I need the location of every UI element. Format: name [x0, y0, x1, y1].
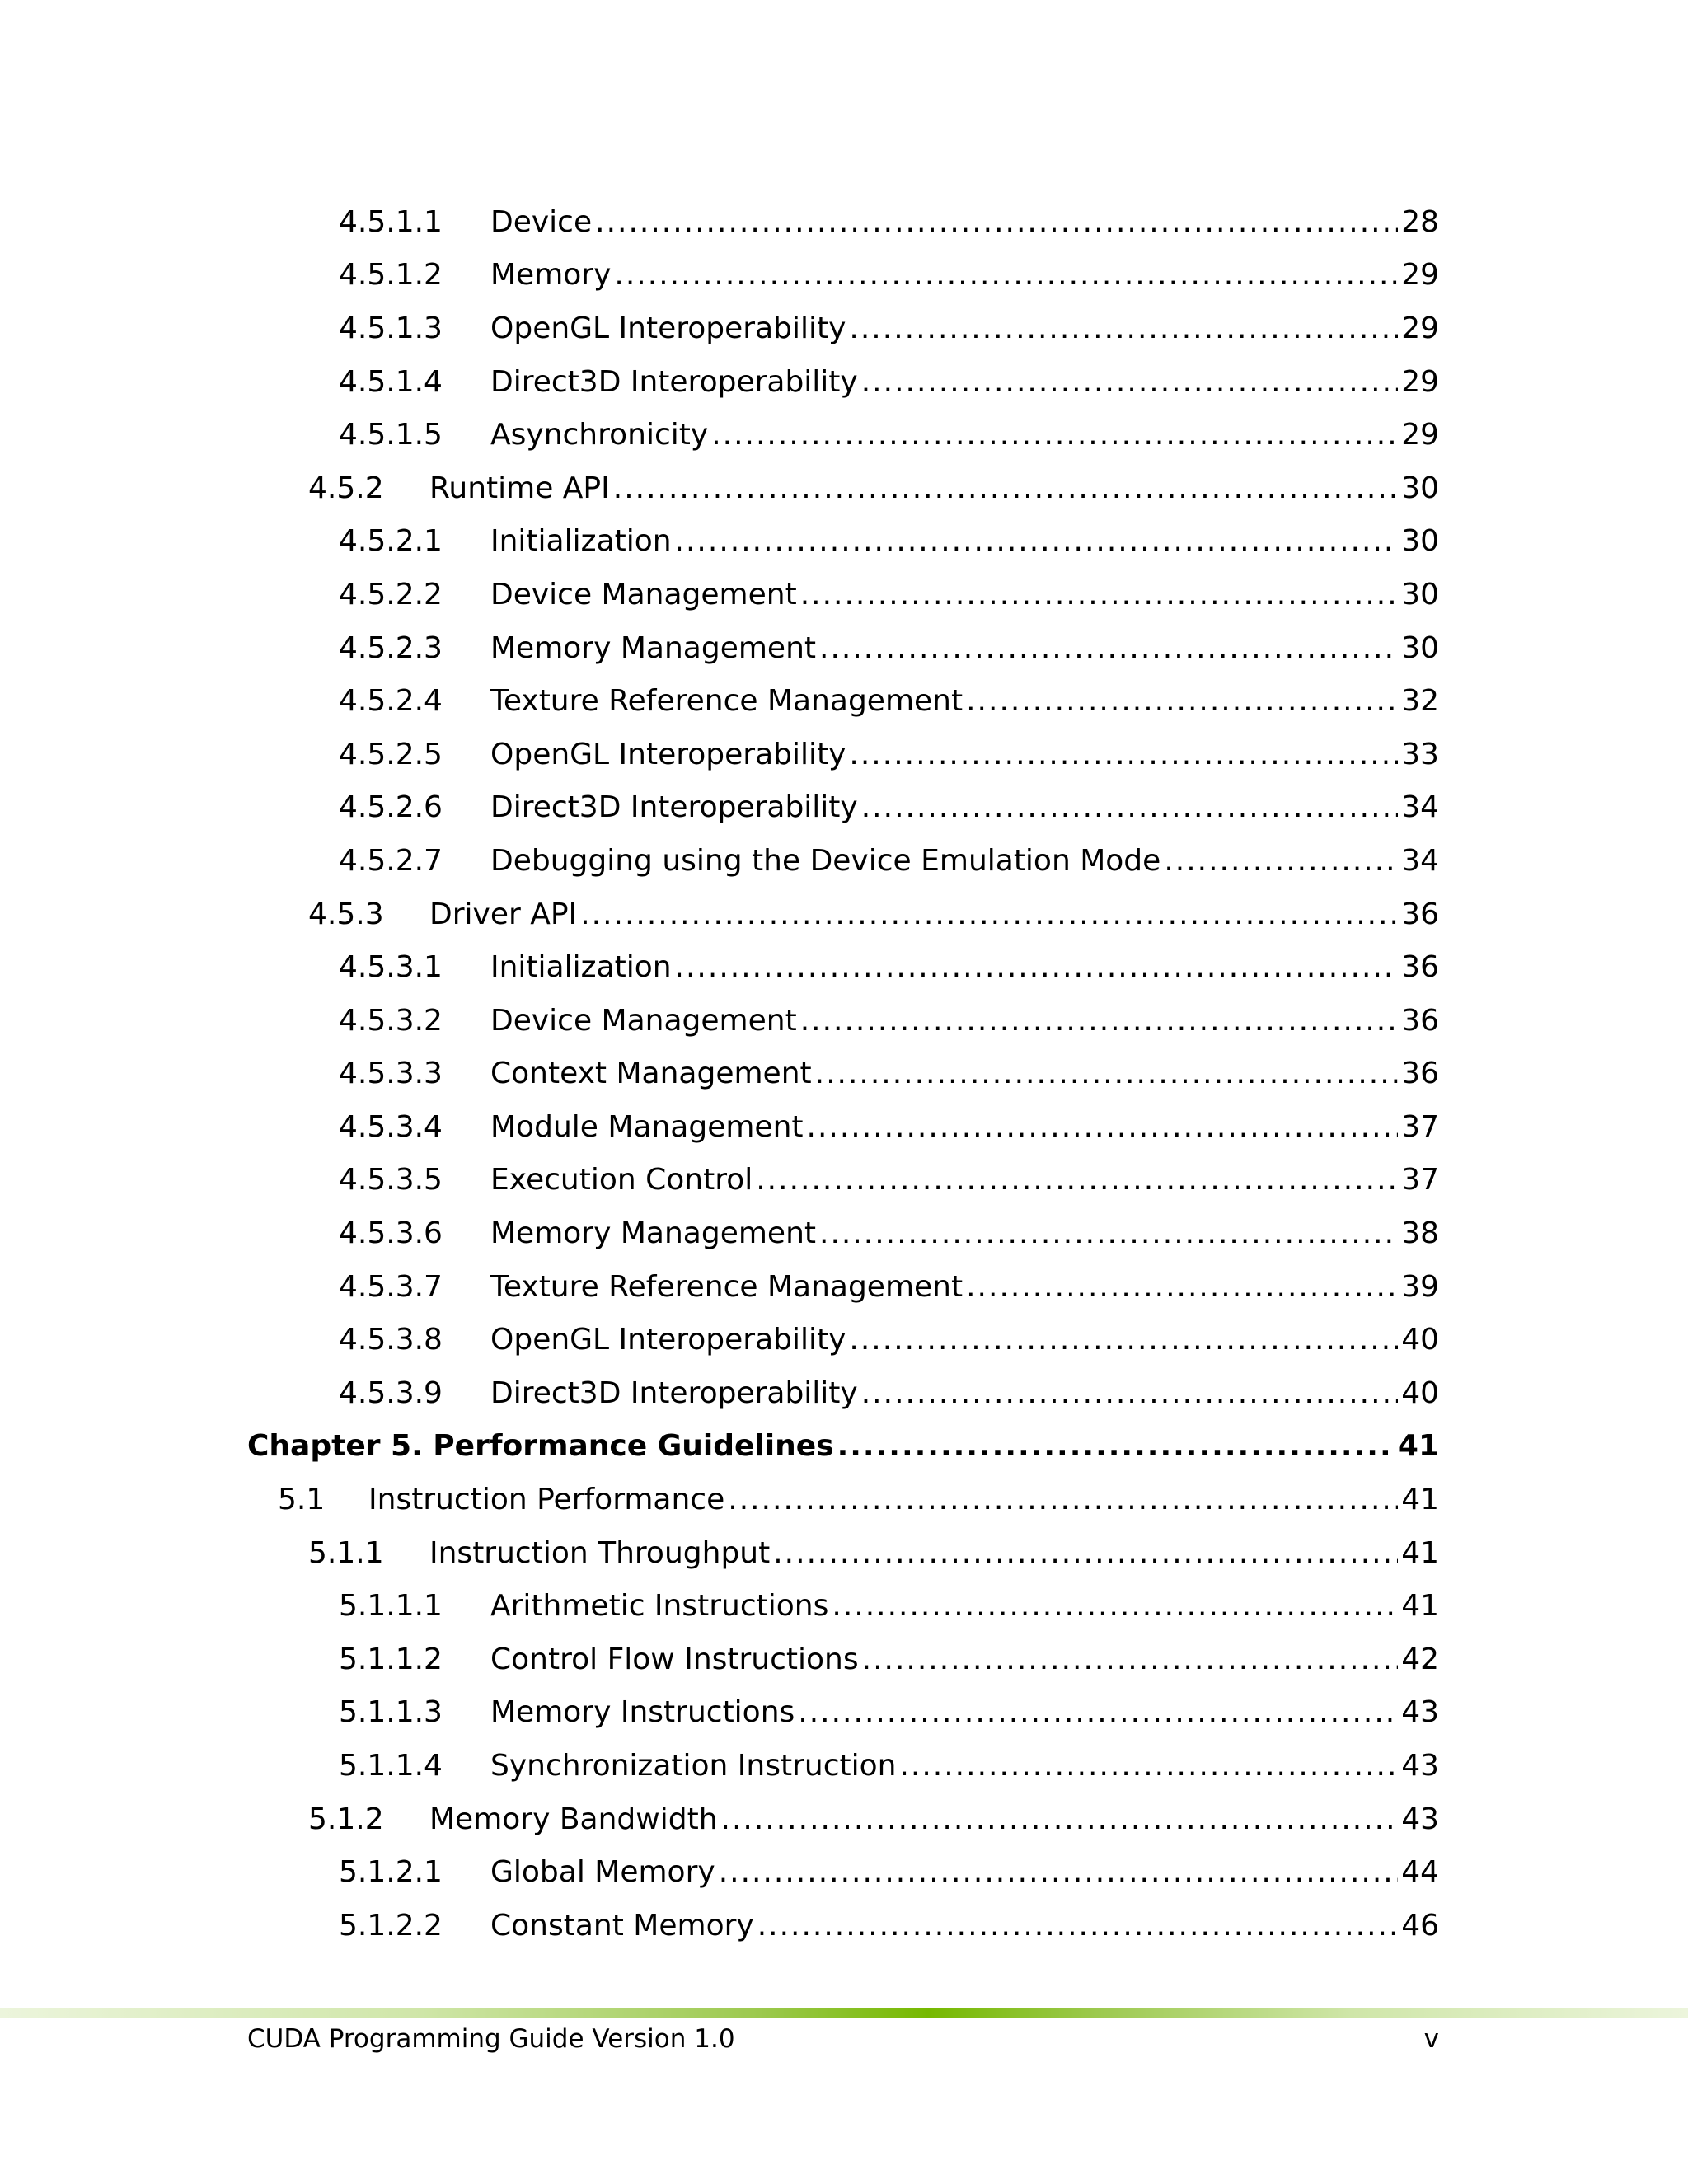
- toc-entry-page: 36: [1401, 1057, 1439, 1091]
- toc-entry-line: [490, 1686, 1439, 1740]
- toc-entry-number: 4.5.3.1: [339, 950, 443, 985]
- toc-entry-page: 37: [1401, 1163, 1439, 1197]
- toc-entry[interactable]: [247, 1739, 1439, 1793]
- toc-entry-number: 4.5.2.7: [339, 843, 443, 878]
- toc-entry-number: 4.5.2.4: [339, 684, 443, 719]
- toc-entry-page: 43: [1401, 1749, 1439, 1783]
- toc-entry-number: 4.5.2.6: [339, 790, 443, 825]
- toc-entry-line: [490, 195, 1439, 249]
- toc-dot-leader: [800, 994, 1398, 1047]
- toc-entry-page: 36: [1401, 950, 1439, 985]
- toc-entry-number: 4.5.3.9: [339, 1376, 443, 1410]
- toc-entry[interactable]: [247, 674, 1439, 728]
- toc-entry-page: 28: [1401, 204, 1439, 239]
- toc-entry-title: Debugging using the Device Emulation Mode: [490, 843, 1161, 878]
- toc-entry-page: 30: [1401, 630, 1439, 665]
- toc-dot-leader: [819, 621, 1398, 675]
- toc-entry-line: [429, 1526, 1439, 1580]
- toc-entry-title: Instruction Performance: [368, 1483, 725, 1517]
- toc-entry-line: [490, 1047, 1439, 1101]
- toc-entry-page: 39: [1401, 1269, 1439, 1304]
- toc-entry-number: 4.5.3.7: [339, 1269, 443, 1304]
- toc-entry-line: [490, 1207, 1439, 1260]
- toc-entry[interactable]: [247, 1686, 1439, 1740]
- toc-dot-leader: [719, 1845, 1398, 1899]
- toc-dot-leader: [614, 249, 1398, 302]
- toc-entry-title: Texture Reference Management: [490, 1269, 964, 1304]
- toc-dot-leader: [757, 1899, 1398, 1952]
- toc-entry-number: 5.1.2.1: [339, 1855, 443, 1890]
- toc-entry-page: 43: [1401, 1802, 1439, 1836]
- toc-entry-line: [368, 1473, 1439, 1526]
- toc-dot-leader: [721, 1793, 1399, 1846]
- toc-entry-number: 4.5.3.3: [339, 1057, 443, 1091]
- toc-entry-line: [490, 781, 1439, 835]
- toc-dot-leader: [580, 888, 1398, 941]
- toc-entry-line: [429, 1793, 1439, 1846]
- toc-dot-leader: [711, 408, 1398, 462]
- toc-entry-page: 36: [1401, 897, 1439, 931]
- toc-entry-page: 40: [1401, 1376, 1439, 1410]
- toc-entry[interactable]: [247, 1899, 1439, 1952]
- toc-entry-number: 4.5.2: [308, 471, 384, 505]
- toc-entry-page: 40: [1401, 1323, 1439, 1357]
- toc-entry[interactable]: [247, 1047, 1439, 1101]
- toc-dot-leader: [861, 355, 1398, 409]
- toc-entry-number: 5.1.2: [308, 1802, 384, 1836]
- toc-entry[interactable]: [247, 728, 1439, 781]
- toc-entry-number: 4.5.3.5: [339, 1163, 443, 1197]
- toc-entry-number: 5.1.1.3: [339, 1695, 443, 1730]
- toc-dot-leader: [815, 1047, 1399, 1101]
- toc-entry-page: 41: [1397, 1429, 1439, 1464]
- toc-entry-line: [490, 408, 1439, 462]
- toc-entry[interactable]: [247, 302, 1439, 355]
- toc-entry-line: [490, 728, 1439, 781]
- toc-dot-leader: [849, 302, 1398, 355]
- toc-chapter-entry[interactable]: [247, 1420, 1439, 1474]
- toc-entry-title: Constant Memory: [490, 1908, 754, 1943]
- toc-entry-title: Global Memory: [490, 1855, 715, 1890]
- toc-entry[interactable]: [247, 355, 1439, 409]
- toc-entry-line: [490, 1633, 1439, 1686]
- toc-entry[interactable]: [247, 1207, 1439, 1260]
- toc-entry-title: Initialization: [490, 524, 672, 559]
- toc-dot-leader: [849, 1313, 1398, 1366]
- toc-entry[interactable]: [247, 781, 1439, 835]
- toc-entry-line: [490, 1366, 1439, 1420]
- toc-entry[interactable]: [247, 462, 1439, 515]
- toc-dot-leader: [798, 1686, 1398, 1740]
- toc-entry-page: 46: [1401, 1908, 1439, 1943]
- toc-entry[interactable]: [247, 1793, 1439, 1846]
- toc-entry-line: [490, 674, 1439, 728]
- toc-dot-leader: [756, 1154, 1398, 1207]
- toc-entry[interactable]: [247, 408, 1439, 462]
- toc-entry[interactable]: [247, 515, 1439, 569]
- toc-dot-leader: [800, 568, 1398, 621]
- toc-entry-number: 4.5.3.2: [339, 1003, 443, 1038]
- toc-dot-leader: [862, 1633, 1399, 1686]
- toc-dot-leader: [675, 515, 1399, 569]
- toc-entry-number: 4.5.1.1: [339, 204, 443, 239]
- toc-entry[interactable]: [247, 1366, 1439, 1420]
- toc-entry-page: 32: [1401, 684, 1439, 719]
- toc-entry-number: 5.1.1.4: [339, 1749, 443, 1783]
- toc-entry[interactable]: [247, 621, 1439, 675]
- toc-dot-leader: [595, 195, 1398, 249]
- footer-page-number: v: [1423, 2024, 1439, 2054]
- toc-entry[interactable]: [247, 994, 1439, 1047]
- toc-entry-line: [490, 1154, 1439, 1207]
- toc-entry-title: Device Management: [490, 577, 797, 612]
- toc-entry-number: 4.5.1.4: [339, 364, 443, 399]
- toc-entry-title: Memory Bandwidth: [429, 1802, 718, 1836]
- toc-entry-title: Initialization: [490, 950, 672, 985]
- toc-dot-leader: [861, 1366, 1398, 1420]
- toc-entry-title: Memory Management: [490, 630, 816, 665]
- toc-entry-line: [490, 1845, 1439, 1899]
- toc-entry-page: 41: [1401, 1483, 1439, 1517]
- toc-entry-page: 30: [1401, 577, 1439, 612]
- toc-entry-page: 38: [1401, 1216, 1439, 1251]
- toc-entry-title: OpenGL Interoperability: [490, 737, 846, 771]
- toc-entry-number: 4.5.3.4: [339, 1109, 443, 1144]
- toc-entry-title: OpenGL Interoperability: [490, 311, 846, 345]
- toc-entry-number: 4.5.2.3: [339, 630, 443, 665]
- toc-entry-line: [429, 888, 1439, 941]
- toc-entry-title: Device: [490, 204, 593, 239]
- toc-dot-leader: [807, 1100, 1399, 1154]
- toc-entry-page: 42: [1401, 1642, 1439, 1676]
- toc-dot-leader: [728, 1473, 1398, 1526]
- toc-entry-page: 43: [1401, 1695, 1439, 1730]
- toc-entry-number: 4.5.2.2: [339, 577, 443, 612]
- toc-entry-title: Memory Management: [490, 1216, 816, 1251]
- toc-entry-title: Asynchronicity: [490, 418, 709, 452]
- toc-entry-title: Direct3D Interoperability: [490, 364, 858, 399]
- toc-entry[interactable]: [247, 1526, 1439, 1580]
- toc-entry-page: 30: [1401, 471, 1439, 505]
- toc-entry-title: Synchronization Instruction: [490, 1749, 897, 1783]
- toc-entry-page: 37: [1401, 1109, 1439, 1144]
- toc-entry-page: 44: [1401, 1855, 1439, 1890]
- toc-entry[interactable]: [247, 568, 1439, 621]
- toc-entry-title: Runtime API: [429, 471, 610, 505]
- toc-entry-page: 30: [1401, 524, 1439, 559]
- table-of-contents: [247, 195, 1439, 1952]
- toc-entry[interactable]: [247, 1633, 1439, 1686]
- toc-entry-number: 4.5.3: [308, 897, 384, 931]
- toc-entry-page: 34: [1401, 790, 1439, 825]
- toc-entry-title: Direct3D Interoperability: [490, 1376, 858, 1410]
- toc-dot-leader: [675, 940, 1399, 994]
- toc-entry-title: Chapter 5. Performance Guidelines: [247, 1429, 834, 1464]
- toc-dot-leader: [861, 781, 1398, 835]
- toc-entry[interactable]: [247, 940, 1439, 994]
- toc-entry-title: Execution Control: [490, 1163, 753, 1197]
- toc-entry-number: 5.1.2.2: [339, 1908, 443, 1943]
- toc-entry-line: [490, 515, 1439, 569]
- footer-gradient-rule: [0, 2008, 1688, 2018]
- toc-entry-number: 4.5.2.5: [339, 737, 443, 771]
- toc-entry-title: Module Management: [490, 1109, 804, 1144]
- toc-entry-number: 4.5.3.8: [339, 1323, 443, 1357]
- toc-dot-leader: [613, 462, 1398, 515]
- toc-entry-line: [490, 1739, 1439, 1793]
- toc-entry-page: 29: [1401, 258, 1439, 293]
- toc-entry[interactable]: [247, 888, 1439, 941]
- toc-dot-leader: [819, 1207, 1398, 1260]
- toc-entry-line: [490, 249, 1439, 302]
- toc-entry-line: [490, 940, 1439, 994]
- toc-entry-page: 36: [1401, 1003, 1439, 1038]
- toc-entry-title: Arithmetic Instructions: [490, 1589, 829, 1624]
- toc-entry-page: 29: [1401, 311, 1439, 345]
- toc-entry-number: 4.5.1.5: [339, 418, 443, 452]
- toc-entry-line: [490, 1899, 1439, 1952]
- toc-entry-line: [490, 994, 1439, 1047]
- toc-entry-number: 5.1.1: [308, 1535, 384, 1570]
- toc-entry[interactable]: [247, 1473, 1439, 1526]
- toc-entry[interactable]: [247, 1845, 1439, 1899]
- toc-entry[interactable]: [247, 1579, 1439, 1633]
- toc-entry-title: Context Management: [490, 1057, 812, 1091]
- toc-entry-page: 34: [1401, 843, 1439, 878]
- toc-entry-number: 4.5.1.3: [339, 311, 443, 345]
- toc-entry-number: 5.1: [278, 1483, 326, 1517]
- toc-entry[interactable]: [247, 195, 1439, 249]
- toc-dot-leader: [966, 674, 1398, 728]
- toc-entry-page: 33: [1401, 737, 1439, 771]
- toc-entry-title: Direct3D Interoperability: [490, 790, 858, 825]
- toc-entry[interactable]: [247, 1313, 1439, 1366]
- toc-dot-leader: [832, 1579, 1398, 1633]
- toc-entry-number: 4.5.2.1: [339, 524, 443, 559]
- toc-entry-title: OpenGL Interoperability: [490, 1323, 846, 1357]
- toc-entry-number: 4.5.1.2: [339, 258, 443, 293]
- toc-entry-line: [490, 1313, 1439, 1366]
- toc-entry-page: 29: [1401, 418, 1439, 452]
- toc-entry-line: [490, 1100, 1439, 1154]
- toc-entry-page: 41: [1401, 1535, 1439, 1570]
- toc-entry-title: Memory Instructions: [490, 1695, 795, 1730]
- toc-dot-leader: [1164, 834, 1398, 888]
- toc-entry[interactable]: [247, 834, 1439, 888]
- toc-entry-line: [490, 355, 1439, 409]
- toc-entry-title: Control Flow Instructions: [490, 1642, 859, 1676]
- toc-entry[interactable]: [247, 249, 1439, 302]
- toc-entry-title: Texture Reference Management: [490, 684, 964, 719]
- footer-document-title: CUDA Programming Guide Version 1.0: [247, 2024, 735, 2054]
- toc-entry-line: [490, 621, 1439, 675]
- toc-entry[interactable]: [247, 1260, 1439, 1314]
- toc-entry-page: 41: [1401, 1589, 1439, 1624]
- toc-entry-number: 4.5.3.6: [339, 1216, 443, 1251]
- toc-entry[interactable]: [247, 1100, 1439, 1154]
- toc-dot-leader: [849, 728, 1398, 781]
- toc-entry-title: Device Management: [490, 1003, 797, 1038]
- toc-entry-line: [490, 568, 1439, 621]
- toc-dot-leader: [966, 1260, 1398, 1314]
- toc-dot-leader: [837, 1420, 1395, 1474]
- toc-entry-line: [490, 1579, 1439, 1633]
- toc-entry-number: 5.1.1.2: [339, 1642, 443, 1676]
- toc-entry-title: Instruction Throughput: [429, 1535, 771, 1570]
- toc-dot-leader: [899, 1739, 1398, 1793]
- toc-entry-title: Memory: [490, 258, 612, 293]
- toc-entry-line: [429, 462, 1439, 515]
- toc-entry[interactable]: [247, 1154, 1439, 1207]
- toc-entry-page: 29: [1401, 364, 1439, 399]
- toc-entry-number: 5.1.1.1: [339, 1589, 443, 1624]
- toc-entry-line: [247, 1420, 1439, 1474]
- toc-dot-leader: [773, 1526, 1398, 1580]
- toc-entry-line: [490, 1260, 1439, 1314]
- toc-entry-line: [490, 302, 1439, 355]
- toc-entry-line: [490, 834, 1439, 888]
- toc-entry-title: Driver API: [429, 897, 578, 931]
